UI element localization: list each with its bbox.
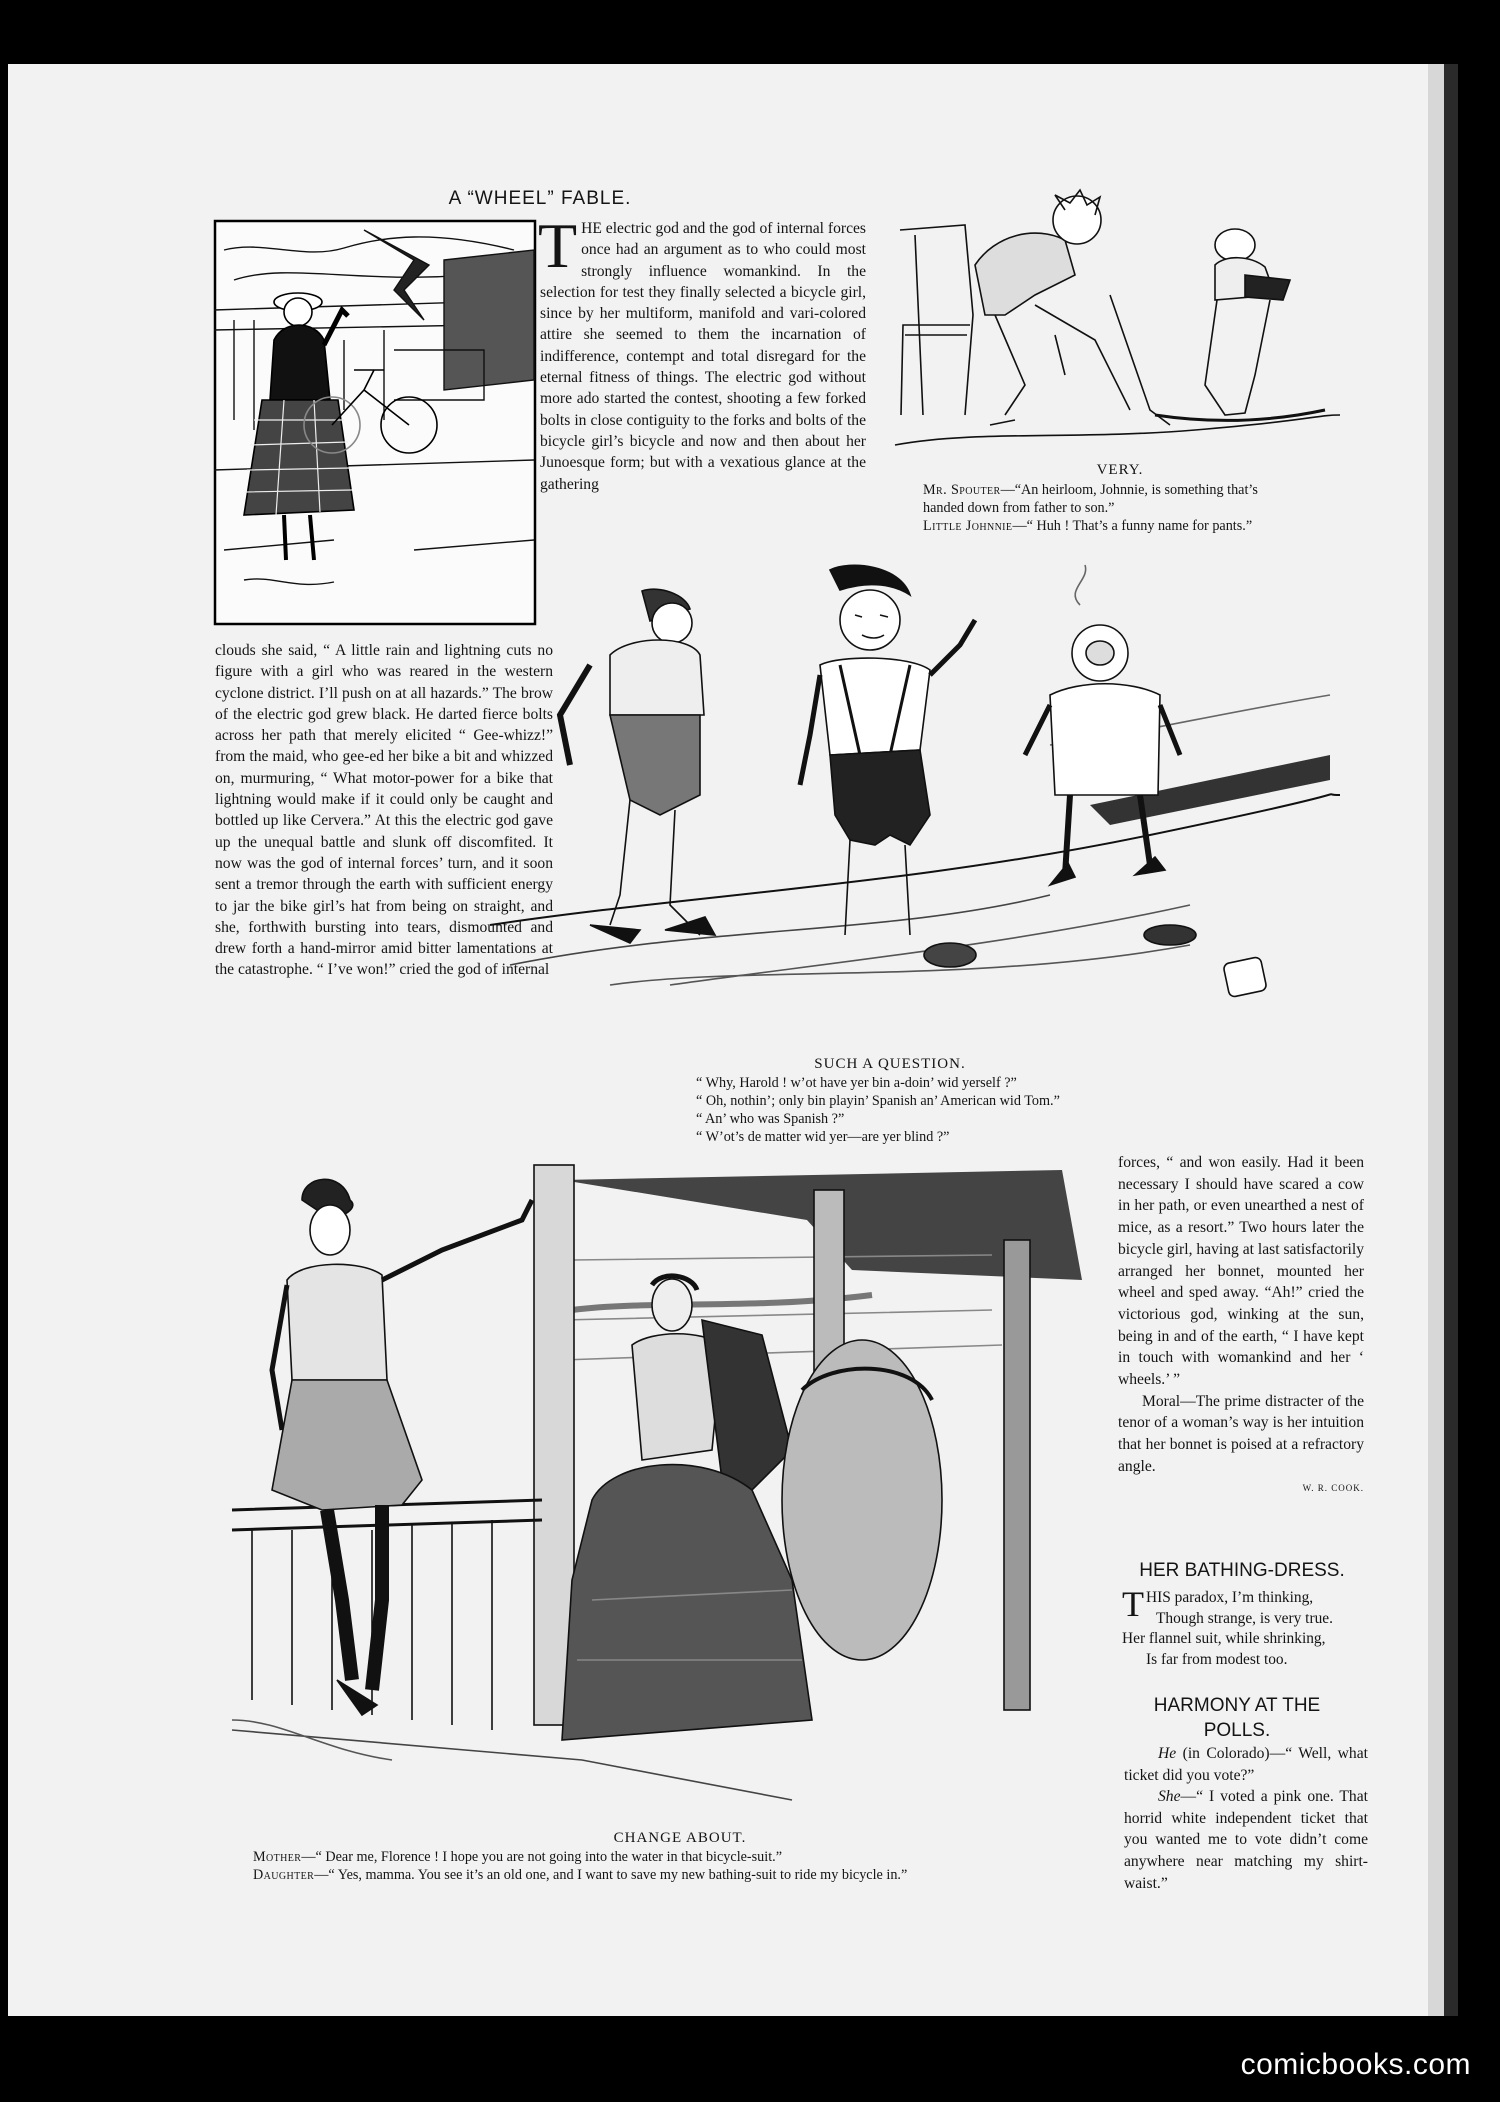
fable-paragraph-1: HE electric god and the god of internal forces once had an argument as to who could most strongly influence womankind. In the selection for test they finally selected a bicycle girl, since by her multiform, manifold and vari-colored attire she seemed to them the incarnation of indifference, contempt and total disregard for the eternal fitness of things. The electric god without more ado started the contest, shooting a few forked bolts in close contiguity to the forks and bolts of the bicycle girl’s bicycle and now and then about her Junoesque form; but with a vexatious glance at the gathering — [540, 220, 866, 493]
bicycle-girl-illustration — [214, 220, 536, 625]
question-line-2: “ Oh, nothin’; only bin playin’ Spanish an’ American wid Tom.” — [696, 1093, 1060, 1109]
she-label: She — [1158, 1788, 1181, 1806]
very-caption — [923, 481, 1353, 535]
change-line-2: Daughter—“ Yes, mamma. You see it’s an old one, and I want to save my new bathing-suit to ride my bicycle in.” — [253, 1867, 908, 1883]
bathing-title: HER BATHING-DRESS. — [1139, 1560, 1345, 1581]
poem-line: HIS paradox, I’m thinking, — [1146, 1589, 1314, 1606]
poem-drop-cap: T — [1122, 1584, 1144, 1624]
question-line-4: “ W’ot’s de matter wid yer—are yer blind ?” — [696, 1129, 950, 1145]
question-caption — [696, 1074, 1336, 1146]
fable-column-3 — [1118, 1152, 1364, 1499]
fable-title: A “WHEEL” FABLE. — [448, 188, 632, 209]
speaker-label: Daughter — [253, 1867, 315, 1883]
change-line-1: Mother—“ Dear me, Florence ! I hope you are not going into the water in that bicycle-suit.” — [253, 1849, 782, 1865]
polls-title: HARMONY AT THE POLLS. — [1153, 1695, 1321, 1741]
very-line-3: Little Johnnie—“ Huh ! That’s a funny name for pants.” — [923, 518, 1253, 534]
polls-text — [1124, 1743, 1368, 1894]
fable-moral: Moral—The prime distracter of the tenor of a woman’s way is her intuition that her bonnet is poised at a refractory angle. — [1118, 1392, 1364, 1475]
poem-line: Though strange, is very true. — [1156, 1609, 1333, 1627]
question-title: SUCH A QUESTION. — [814, 1056, 966, 1072]
question-line-3: “ An’ who was Spanish ?” — [696, 1111, 845, 1127]
speaker-label: Mother — [253, 1849, 302, 1865]
polls-he-line: He (in Colorado)—“ Well, what ticket did you vote?” — [1124, 1745, 1368, 1784]
fable-paragraph-2: clouds she said, “ A little rain and lightning cuts no figure with a girl who was reared in the western cyclone district. I’ll push on at all hazards.” The brow of the electric god grew black. He darted fierce bolts across her path that merely elicited “ Gee-whizz!” from the maid, who gee-ed her bike a bit and whizzed on, murmuring, “ What motor-power for a bike that lightning would make if it could only be caught and bottled up like Cervera.” At this the electric god gave up the unequal battle and slunk off discomfited. It now was the god of internal forces’ turn, and it soon sent a tremor through the earth with sufficient energy to jar the bike girl’s hat from being on straight, and she, forthwith bursting into tears, dismounted and drew forth a hand-mirror amid bitter lamentations at the catastrophe. “ I’ve won!” cried the god of internal — [215, 642, 553, 979]
site-watermark: comicbooks.com — [1240, 2048, 1471, 2081]
porch-illustration — [232, 1160, 1087, 1810]
street-boys-illustration — [490, 565, 1345, 1045]
page-fold — [1428, 64, 1444, 2016]
question-line-1: “ Why, Harold ! w’ot have yer bin a-doin’ wid yerself ?” — [696, 1075, 1017, 1091]
very-title: VERY. — [1096, 462, 1144, 478]
very-line-2: handed down from father to son.” — [923, 500, 1115, 516]
very-line-1: Mr. Spouter—“An heirloom, Johnnie, is something that’s — [923, 482, 1258, 498]
change-title: CHANGE ABOUT. — [613, 1830, 747, 1846]
author-signature: W. R. COOK. — [1302, 1482, 1364, 1493]
fable-drop-cap: T — [538, 210, 578, 281]
change-caption — [253, 1848, 1093, 1884]
polls-she-line: She—“ I voted a pink one. That horrid white independent ticket that you wanted me to vote didn’t come anywhere near matching my shirt-waist.” — [1124, 1788, 1368, 1892]
fable-paragraph-3: forces, “ and won easily. Had it been necessary I should have scared a cow in her path, or even unearthed a nest of mice, as a resort.” Two hours later the bicycle girl, having at last satisfactorily arranged her bonnet, mounted her wheel and sped away. “Ah!” cried the victorious god, winking at the sun, being in and of the earth, “ I have kept in touch with womankind and her ‘ wheels.’ ” — [1118, 1154, 1364, 1389]
speaker-label: Little Johnnie — [923, 518, 1013, 534]
speaker-label: Mr. Spouter — [923, 482, 1001, 498]
heirloom-illustration — [895, 185, 1340, 455]
gutter-shadow — [1444, 64, 1458, 2016]
bathing-poem — [1122, 1584, 1368, 1670]
fable-column-1 — [538, 210, 866, 495]
poem-line: Her flannel suit, while shrinking, — [1122, 1630, 1326, 1647]
poem-line: Is far from modest too. — [1146, 1650, 1288, 1668]
he-label: He — [1158, 1745, 1177, 1762]
